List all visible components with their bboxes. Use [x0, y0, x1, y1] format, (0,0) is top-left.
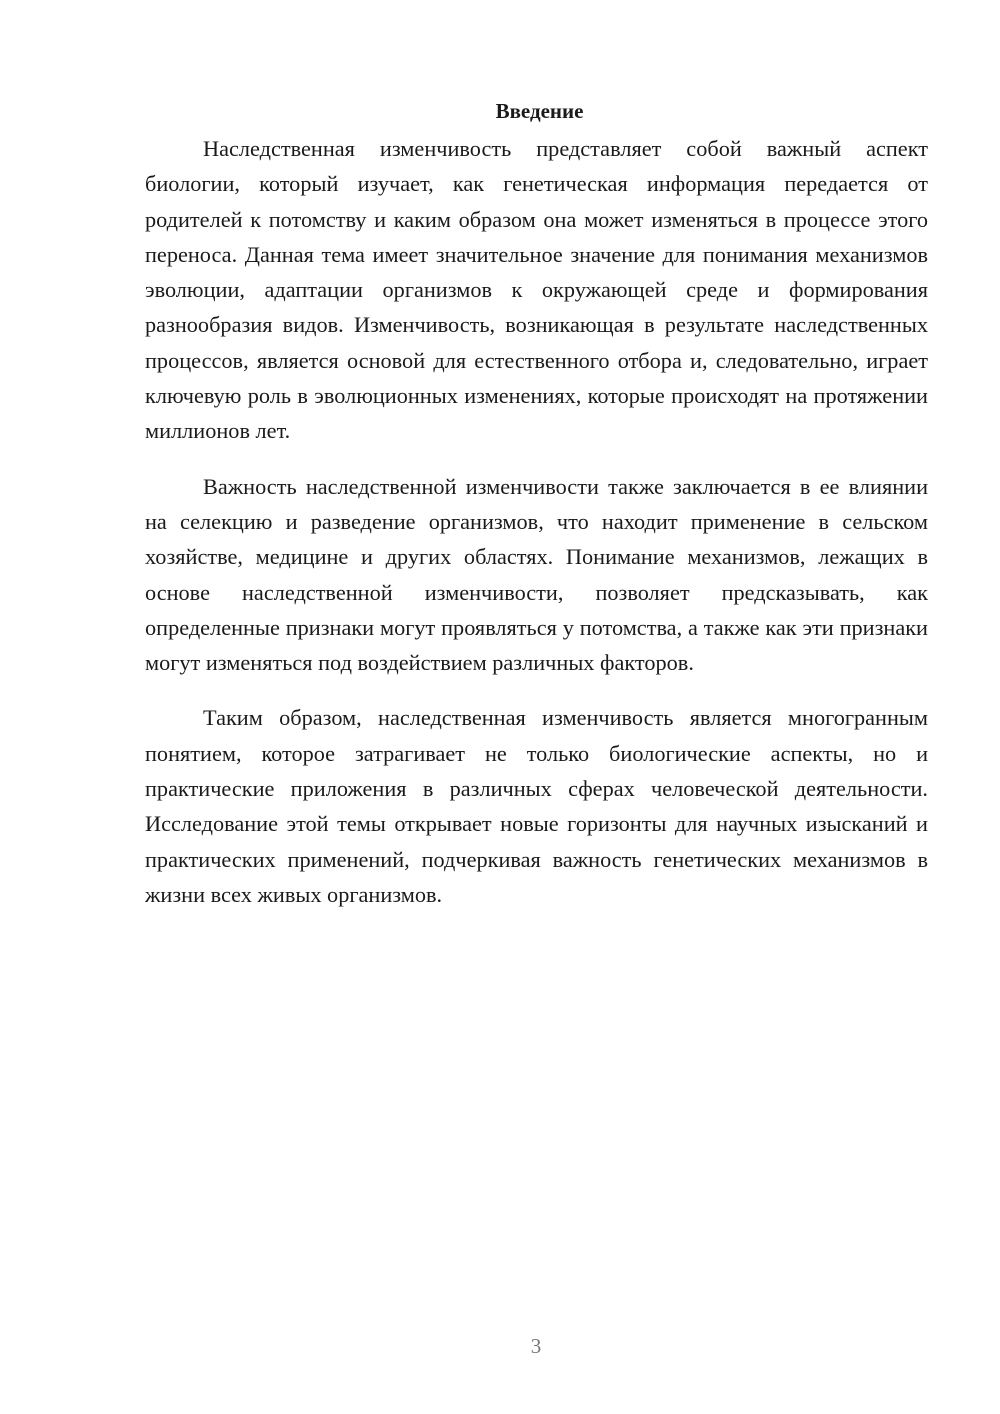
page-content: [145, 96, 928, 932]
paragraph-3: Таким образом, наследственная изменчивость является многогранным понятием, которое затрагивает не только биологические аспекты, но и практические приложения в различных сферах человеческой деятельности. Исследование этой темы открывает новые горизонты для научных изысканий и практических применений, подчеркивая важность генетических механизмов в жизни всех живых организмов.: [145, 705, 928, 907]
page-number: 3: [530, 1334, 542, 1358]
paragraph-1: Наследственная изменчивость представляет собой важный аспект биологии, который изучает, как генетическая информация передается от родителей к потомству и каким образом она может изменяться в процессе этого переноса. Данная тема имеет значительное значение для понимания механизмов эволюции, адаптации организмов к окружающей среде и формирования разнообразия видов. Изменчивость, возникающая в результате наследственных процессов, является основой для естественного отбора и, следовательно, играет ключевую роль в эволюционных изменениях, которые происходят на протяжении миллионов лет.: [145, 136, 928, 444]
section-heading: Введение: [495, 99, 584, 123]
paragraph-2: Важность наследственной изменчивости также заключается в ее влиянии на селекцию и разведение организмов, что находит применение в сельском хозяйстве, медицине и других областях. Понимание механизмов, лежащих в основе наследственной изменчивости, позволяет предсказывать, как определенные признаки могут проявляться у потомства, а также как эти признаки могут изменяться под воздействием различных факторов.: [145, 473, 928, 676]
